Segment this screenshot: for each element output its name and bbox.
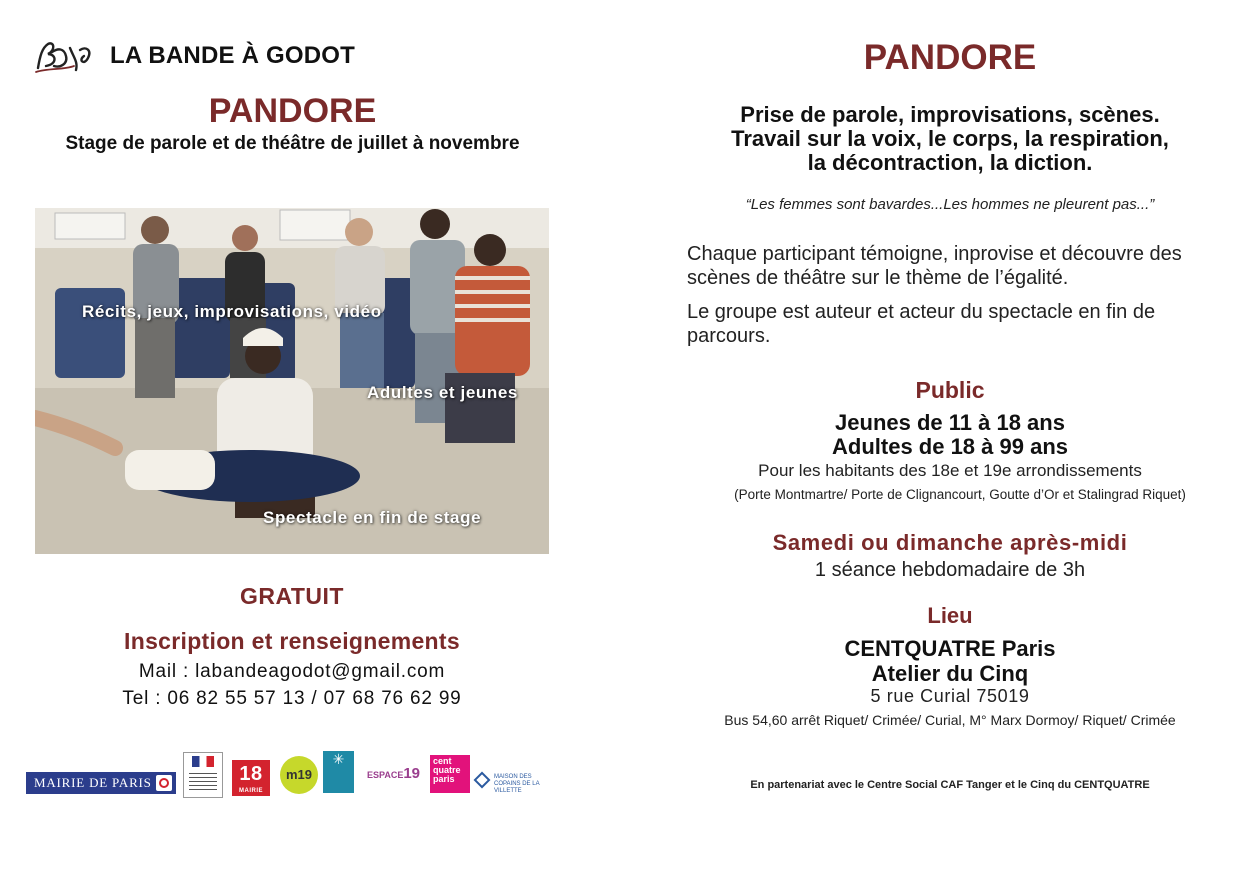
french-flag-icon — [192, 756, 214, 767]
activity-line: la décontraction, la diction. — [807, 150, 1093, 175]
maison-des-copains-logo — [476, 772, 556, 792]
snowflake-icon: ✳ — [332, 751, 345, 767]
description-paragraph: Le groupe est auteur et acteur du spectacle en fin de parcours. — [687, 301, 1156, 347]
prefet-logo — [183, 752, 223, 798]
venue-name: CENTQUATRE Paris — [844, 636, 1056, 661]
registration-heading: Inscription et renseignements — [124, 628, 460, 654]
photo-caption: Récits, jeux, improvisations, vidéo — [82, 302, 382, 321]
mairie-de-paris-logo — [26, 772, 176, 794]
paris-ship-icon — [156, 775, 172, 791]
quote: “Les femmes sont bavardes...Les hommes ne pleurent pas...” — [745, 196, 1155, 213]
mairie-18-logo — [232, 760, 270, 796]
centquatre-logo — [430, 755, 470, 793]
schedule-detail: 1 séance hebdomadaire de 3h — [814, 559, 1086, 581]
audience-youth: Jeunes de 11 à 18 ans — [835, 410, 1065, 435]
transit-info: Bus 54,60 arrêt Riquet/ Crimée/ Curial, M° Marx Dormoy/ Riquet/ Crimée — [724, 712, 1176, 728]
diamond-icon — [474, 772, 491, 789]
location-heading: Lieu — [927, 603, 973, 628]
centquatre-word: quatre — [433, 765, 461, 775]
espace-label: ESPACE — [367, 770, 404, 780]
page-title: PANDORE — [208, 92, 377, 130]
activity-line: Prise de parole, improvisations, scènes. — [740, 102, 1160, 127]
partnership-note: En partenariat avec le Centre Social CAF Tanger et le Cinq du CENTQUATRE — [750, 779, 1150, 791]
public-heading: Public — [915, 377, 985, 403]
espace-19-logo — [367, 765, 421, 792]
espace-number: 19 — [403, 765, 421, 782]
photo-illustration — [35, 208, 549, 554]
caf-logo — [323, 751, 354, 793]
bdg-scribble-logo-icon — [34, 38, 96, 78]
contact-phone[interactable]: Tel : 06 82 55 57 13 / 07 68 76 62 99 — [122, 688, 462, 709]
audience-adults: Adultes de 18 à 99 ans — [832, 434, 1068, 459]
activity-line: Travail sur la voix, le corps, la respiration, — [731, 126, 1169, 151]
description-paragraph: Chaque participant témoigne, inprovise et découvre des scènes de théâtre sur le thème de l’égalité. — [687, 243, 1182, 289]
venue-room: Atelier du Cinq — [871, 661, 1029, 686]
audience-neighborhoods: (Porte Montmartre/ Porte de Clignancourt, Goutte d’Or et Stalingrad Riquet) — [734, 487, 1186, 502]
schedule-heading: Samedi ou dimanche après-midi — [772, 530, 1128, 555]
contact-email[interactable]: Mail : labandeagodot@gmail.com — [138, 661, 446, 682]
audience-residents: Pour les habitants des 18e et 19e arrondissements — [758, 461, 1142, 480]
free-label: GRATUIT — [239, 583, 344, 609]
mairie-19-logo: m19 — [280, 756, 318, 794]
right-page-title: PANDORE — [863, 38, 1037, 77]
subtitle: Stage de parole et de théâtre de juillet à novembre — [65, 133, 520, 154]
photo-caption: Adultes et jeunes — [367, 383, 518, 402]
photo-caption: Spectacle en fin de stage — [263, 508, 482, 527]
venue-address: 5 rue Curial 75019 — [870, 686, 1030, 706]
centquatre-word: cent — [433, 756, 452, 766]
m18-number: 18 — [239, 763, 263, 785]
maison-logo-text: MAISON DES COPAINS DE LA VILLETTE — [494, 774, 540, 794]
m18-label: MAIRIE — [239, 788, 263, 794]
prefet-text-lines — [189, 773, 217, 793]
centquatre-word: paris — [433, 774, 455, 784]
company-name: LA BANDE À GODOT — [110, 42, 355, 69]
mairie-logo-text: MAIRIE DE PARIS — [34, 775, 152, 790]
workshop-photo — [35, 208, 549, 554]
